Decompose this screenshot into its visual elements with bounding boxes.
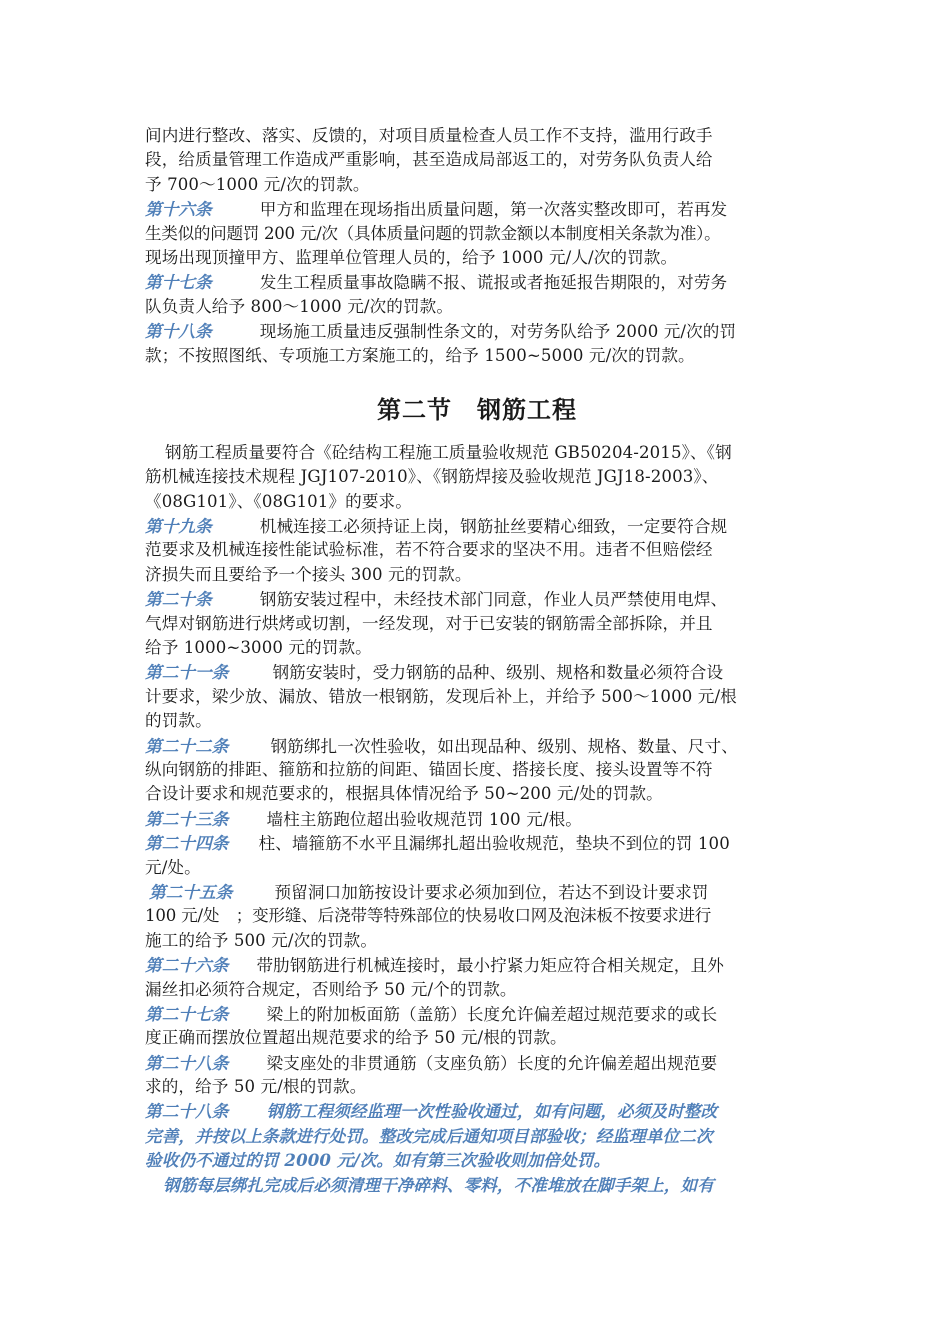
article-text: 发生工程质量事故隐瞒不报、谎报或者拖延报告期限的，对劳务 bbox=[259, 273, 728, 293]
text-line: 现场出现顶撞甲方、监理单位管理人员的，给予 1000 元/人/次的罚款。 bbox=[145, 247, 678, 267]
article-text: 甲方和监理在现场指出质量问题，第一次落实整改即可，若再发 bbox=[259, 200, 728, 220]
article-25 bbox=[145, 880, 809, 904]
article-20 bbox=[145, 587, 809, 611]
text-line: 验收仍不通过的罚 2000 元/次。如有第三次验收则加倍处罚。 bbox=[145, 1150, 611, 1171]
article-26 bbox=[145, 953, 809, 977]
article-text: 预留洞口加筋按设计要求必须加到位，若达不到设计要求罚 bbox=[274, 882, 709, 902]
article-label: 第二十七条 bbox=[145, 1003, 229, 1024]
article-label: 第二十三条 bbox=[145, 808, 229, 829]
text-line: 气焊对钢筋进行烘烤或切割，一经发现，对于已安装的钢筋需全部拆除，并且 bbox=[145, 613, 713, 633]
article-27 bbox=[145, 1002, 809, 1026]
article-label: 第二十一条 bbox=[145, 662, 229, 683]
text-line: 段，给质量管理工作造成严重影响，甚至造成局部返工的，对劳务队负责人给 bbox=[145, 150, 713, 170]
article-23 bbox=[145, 807, 809, 831]
text-line: 济损失而且要给予一个接头 300 元的罚款。 bbox=[145, 564, 472, 584]
text-line: 纵向钢筋的排距、箍筋和拉筋的间距、锚固长度、搭接长度、接头设置等不符 bbox=[145, 759, 713, 779]
article-text: 钢筋绑扎一次性验收，如出现品种、级别、规格、数量、尺寸、 bbox=[270, 736, 738, 756]
text-line: 间内进行整改、落实、反馈的，对项目质量检查人员工作不支持，滥用行政手 bbox=[145, 126, 713, 145]
text-line: 完善，并按以上条款进行处罚。整改完成后通知项目部验收；经监理单位二次 bbox=[145, 1125, 713, 1146]
text-line: 队负责人给予 800～1000 元/次的罚款。 bbox=[145, 296, 454, 316]
text-line: 度正确而摆放位置超出规范要求的给予 50 元/根的罚款。 bbox=[145, 1028, 567, 1048]
text-line bbox=[145, 441, 809, 465]
article-text: 现场施工质量违反强制性条文的，对劳务队给予 2000 元/次的罚 bbox=[259, 322, 737, 342]
article-text: 带肋钢筋进行机械连接时，最小拧紧力矩应符合相关规定，且外 bbox=[256, 956, 724, 976]
article-28-highlight bbox=[145, 1099, 809, 1123]
article-label: 第二十四条 bbox=[145, 833, 229, 854]
article-label: 第二十条 bbox=[145, 589, 212, 610]
article-label: 第十七条 bbox=[145, 272, 212, 293]
text-line bbox=[145, 1173, 809, 1197]
article-21 bbox=[145, 660, 809, 684]
text-line: 元/处。 bbox=[145, 857, 201, 877]
article-16 bbox=[145, 197, 809, 221]
article-label: 第二十八条 bbox=[145, 1101, 229, 1122]
article-text: 墙柱主筋跑位超出验收规范罚 100 元/根。 bbox=[266, 809, 582, 829]
text-line: 施工的给予 500 元/次的罚款。 bbox=[145, 930, 378, 950]
article-text: 钢筋安装过程中，未经技术部门同意，作业人员严禁使用电焊、 bbox=[259, 590, 728, 610]
intro-text: 钢筋工程质量要符合《砼结构工程施工质量验收规范 GB50204-2015》、《钢 bbox=[165, 442, 732, 462]
text-line: 给予 1000~3000 元的罚款。 bbox=[145, 638, 372, 658]
tail-text: 钢筋每层绑扎完成后必须清理干净碎料、零料，不准堆放在脚手架上，如有 bbox=[163, 1174, 714, 1195]
text-line: 合设计要求和规范要求的，根据具体情况给予 50~200 元/处的罚款。 bbox=[145, 784, 663, 804]
text-line: 漏丝扣必须符合规定，否则给予 50 元/个的罚款。 bbox=[145, 979, 517, 999]
text-line: 款；不按照图纸、专项施工方案施工的，给予 1500~5000 元/次的罚款。 bbox=[145, 345, 695, 365]
article-text: 钢筋工程须经监理一次性验收通过，如有问题，必须及时整改 bbox=[266, 1101, 718, 1122]
article-text: 机械连接工必须持证上岗，钢筋扯丝要精心细致，一定要符合规 bbox=[259, 517, 728, 537]
text-line: 予 700～1000 元/次的罚款。 bbox=[145, 174, 370, 194]
article-label: 第十八条 bbox=[145, 321, 212, 342]
text-line: 生类似的问题罚 200 元/次（具体质量问题的罚款金额以本制度相关条款为准）。 bbox=[145, 223, 721, 243]
article-28 bbox=[145, 1051, 809, 1075]
text-line: 《08G101》、《08G101》的要求。 bbox=[145, 491, 412, 511]
section-title: 第二节 钢筋工程 bbox=[377, 394, 577, 424]
text-line: 的罚款。 bbox=[145, 711, 212, 731]
article-17 bbox=[145, 270, 809, 294]
text-line: 筋机械连接技术规程 JGJ107-2010》、《钢筋焊接及验收规范 JGJ18-2003》、 bbox=[145, 467, 719, 487]
text-line: 求的，给予 50 元/根的罚款。 bbox=[145, 1077, 367, 1097]
article-label: 第二十八条 bbox=[145, 1052, 229, 1073]
text-line: 范要求及机械连接性能试验标准，若不符合要求的坚决不用。违者不但赔偿经 bbox=[145, 540, 713, 560]
article-22 bbox=[145, 734, 809, 758]
article-19 bbox=[145, 514, 809, 538]
article-text: 梁上的附加板面筋（盖筋）长度允许偏差超过规范要求的或长 bbox=[266, 1004, 718, 1024]
article-label: 第二十二条 bbox=[145, 735, 229, 756]
article-text: 梁支座处的非贯通筋（支座负筋）长度的允许偏差超出规范要 bbox=[266, 1053, 718, 1073]
article-text: 钢筋安装时，受力钢筋的品种、级别、规格和数量必须符合设 bbox=[272, 663, 724, 683]
article-label: 第十九条 bbox=[145, 516, 212, 537]
article-text: 柱、墙箍筋不水平且漏绑扎超出验收规范，垫块不到位的罚 100 bbox=[258, 834, 730, 854]
article-label: 第十六条 bbox=[145, 199, 212, 220]
text-line: 100 元/处 ；变形缝、后浇带等特殊部位的快易收口网及泡沫板不按要求进行 bbox=[145, 906, 712, 926]
text-line: 计要求，梁少放、漏放、错放一根钢筋，发现后补上，并给予 500～1000 元/根 bbox=[145, 686, 737, 706]
document-page bbox=[145, 124, 809, 1197]
article-label: 第二十五条 bbox=[149, 881, 233, 902]
article-18 bbox=[145, 319, 809, 343]
article-label: 第二十六条 bbox=[145, 955, 229, 976]
article-24 bbox=[145, 831, 809, 855]
